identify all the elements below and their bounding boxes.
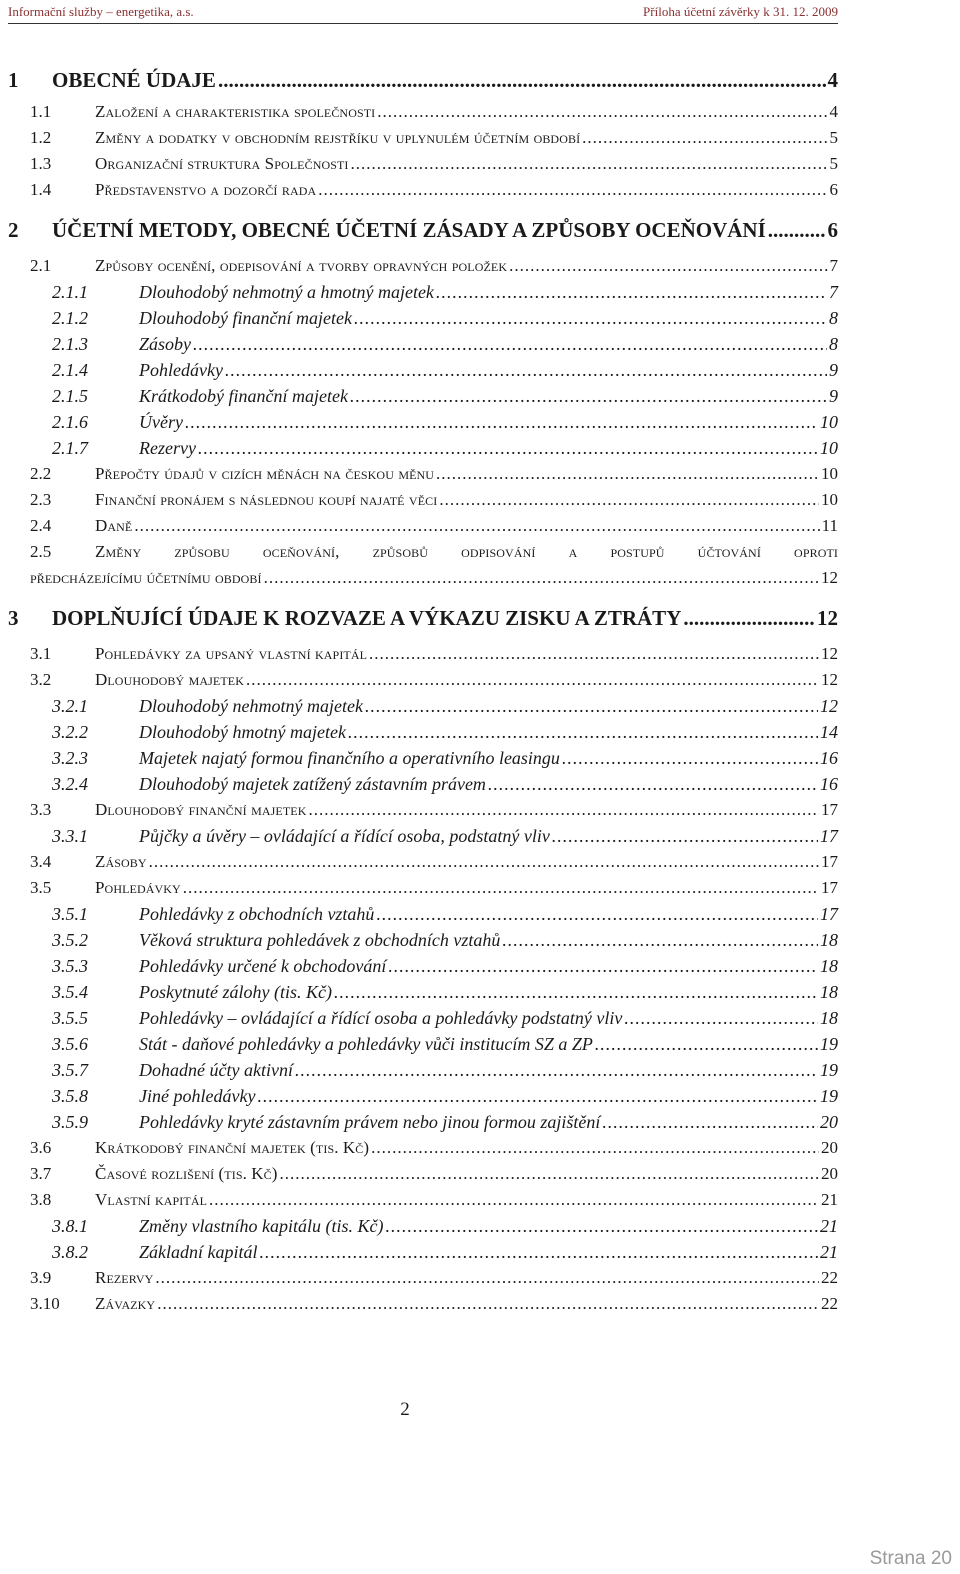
toc-entry-title: Pohledávky z obchodních vztahů [139,904,375,924]
toc-entry-page: 5 [829,128,838,147]
header-company: Informační služby – energetika, a.s. [8,4,194,19]
toc-entry-page: 14 [820,722,838,742]
toc-entry-number: 3.5.8 [52,1086,88,1106]
toc-entry[interactable] [52,930,838,951]
toc-entry-page: 10 [821,490,838,509]
page-header [8,4,838,24]
dot-leader [502,930,818,951]
toc-entry-page: 4 [829,102,838,121]
toc-entry-number: 2.1.7 [52,438,88,458]
toc-entry[interactable] [52,412,838,433]
toc-entry[interactable] [52,334,838,355]
dot-leader [509,256,827,276]
toc-entry-number: 1.2 [30,128,52,147]
toc-entry[interactable] [30,490,838,510]
dot-leader [377,102,827,122]
toc-entry[interactable] [52,438,838,459]
toc-entry-page: 21 [820,1242,838,1262]
toc-entry[interactable] [52,982,838,1003]
dot-leader [624,1008,818,1029]
toc-entry[interactable] [52,774,838,795]
dot-leader [209,1190,819,1210]
toc-entry-title: Změny způsobu oceňování, způsobů odpisování a postupů účtování oproti [95,542,838,561]
dot-leader [295,1060,818,1081]
toc-entry-number: 3.2.1 [52,696,88,716]
toc-entry-page: 17 [821,800,838,819]
toc-entry[interactable] [30,1164,838,1184]
dot-leader [257,1086,818,1107]
toc-entry-title: Vlastní kapitál [95,1190,208,1209]
toc-entry-page: 22 [821,1268,838,1287]
toc-entry-title: Dlouhodobý finanční majetek [95,800,307,819]
toc-entry-page: 7 [829,282,838,302]
toc-entry-title: Úvěry [139,412,183,432]
toc-entry-title: Závazky [95,1294,156,1313]
toc-entry-page: 22 [821,1294,838,1313]
toc-entry-title: Majetek najatý formou finančního a operativního leasingu [139,748,560,768]
toc-entry-number: 2.1.5 [52,386,88,406]
toc-entry-number: 3.5 [30,878,52,897]
dot-leader [683,606,815,631]
dot-leader [376,904,818,925]
toc-entry-page: 21 [820,1216,838,1236]
toc-entry-title: Dohadné účty aktivní [139,1060,293,1080]
toc-entry-page: 9 [829,360,838,380]
toc-entry-page: 18 [820,1008,838,1028]
toc-entry-number: 3.4 [30,852,52,871]
dot-leader [350,386,827,407]
toc-entry-page: 6 [827,218,838,242]
dot-leader [582,128,827,148]
dot-leader [280,1164,819,1184]
toc-entry-number: 3.9 [30,1268,52,1287]
toc-entry-number: 1 [8,68,19,92]
toc-entry-title-continued: předcházejícímu účetnímu období [30,568,262,587]
toc-entry-number: 3.10 [30,1294,60,1313]
toc-entry-number: 1.1 [30,102,52,121]
toc-entry[interactable] [52,722,838,743]
toc-entry[interactable] [30,128,838,148]
toc-entry-number: 1.4 [30,180,52,199]
toc-entry-page: 4 [827,68,838,92]
toc-entry-title: Pohledávky – ovládající a řídící osoba a pohledávky podstatný vliv [139,1008,623,1028]
toc-entry-title: Rezervy [95,1268,154,1287]
toc-entry[interactable] [30,1294,838,1314]
toc-entry[interactable] [52,956,838,977]
toc-entry[interactable] [52,826,838,847]
toc-entry-page: 11 [821,516,838,535]
dot-leader [488,774,818,795]
toc-entry[interactable] [52,1216,838,1237]
toc-entry-title: Rezervy [139,438,196,458]
toc-entry-page: 17 [820,826,838,846]
toc-entry-number: 3.5.3 [52,956,88,976]
toc-entry-number: 3.5.4 [52,982,88,1002]
toc-entry-number: 3.2 [30,670,52,689]
header-document: Příloha účetní závěrky k 31. 12. 2009 [643,4,838,19]
toc-entry-title: Dlouhodobý nehmotný majetek [139,696,363,716]
toc-entry-page: 12 [817,606,838,630]
toc-entry-page: 20 [821,1164,838,1183]
toc-entry-number: 3.5.7 [52,1060,88,1080]
dot-leader [369,644,819,664]
toc-entry[interactable] [52,1008,838,1029]
dot-leader [183,878,819,898]
toc-entry-title: Základní kapitál [139,1242,258,1262]
toc-entry[interactable] [52,1242,838,1263]
dot-leader [149,852,819,872]
toc-entry[interactable] [30,256,838,276]
toc-entry-page: 19 [820,1034,838,1054]
toc-entry-number: 2.1.2 [52,308,88,328]
toc-entry-page: 10 [820,412,838,432]
toc-entry-title: Založení a charakteristika společnosti [95,102,376,121]
toc-entry[interactable] [30,1268,838,1288]
toc-entry-title: Pohledávky [95,878,181,897]
toc-entry[interactable] [8,218,838,243]
header-divider [8,23,838,24]
toc-entry-title: Zásoby [139,334,192,354]
page-number: 2 [400,1399,410,1420]
toc-entry[interactable] [52,282,838,303]
toc-entry-page: 7 [829,256,838,275]
dot-leader [155,1268,819,1288]
toc-entry-title: Věková struktura pohledávek z obchodních vztahů [139,930,501,950]
toc-entry-title: Přepočty údajů v cizích měnách na českou měnu [95,464,435,483]
toc-entry-title: DOPLŇUJÍCÍ ÚDAJE K ROZVAZE A VÝKAZU ZISKU A ZTRÁTY [52,606,682,630]
dot-leader [439,490,819,510]
toc-entry-page: 18 [820,956,838,976]
toc-entry[interactable] [30,670,838,690]
toc-entry[interactable] [30,1190,838,1210]
toc-entry-title: Krátkodobý finanční majetek (tis. Kč) [95,1138,370,1157]
toc-entry-page: 20 [820,1112,838,1132]
toc-entry[interactable] [52,360,838,381]
toc-entry-page: 16 [820,748,838,768]
toc-entry-page: 12 [821,644,838,663]
dot-leader [264,568,819,588]
toc-entry-title: Poskytnuté zálohy (tis. Kč) [139,982,332,1002]
toc-entry-page: 10 [821,464,838,483]
toc-entry-page: 12 [821,568,838,587]
toc-entry[interactable] [30,154,838,174]
toc-entry-number: 3.5.6 [52,1034,88,1054]
toc-entry-number: 3.2.3 [52,748,88,768]
dot-leader [218,68,826,93]
dot-leader [354,308,827,329]
dot-leader [185,412,818,433]
toc-entry-number: 3.5.2 [52,930,88,950]
toc-entry[interactable] [52,1060,838,1081]
toc-entry-title: Dlouhodobý hmotný majetek [139,722,346,742]
dot-leader [134,516,819,536]
toc-entry-number: 2 [8,218,19,242]
toc-entry-title: Dlouhodobý nehmotný a hmotný majetek [139,282,434,302]
toc-entry-number: 2.1.6 [52,412,88,432]
toc-entry-title: Půjčky a úvěry – ovládající a řídící osoba, podstatný vliv [139,826,550,846]
toc-entry[interactable] [30,852,838,872]
toc-entry[interactable] [52,696,838,717]
toc-entry[interactable] [30,464,838,484]
toc-entry-page: 16 [820,774,838,794]
toc-entry-page: 17 [820,904,838,924]
toc-entry-number: 2.2 [30,464,52,483]
toc-entry-page: 17 [821,852,838,871]
dot-leader [225,360,827,381]
dot-leader [552,826,818,847]
toc-entry[interactable] [52,1034,838,1055]
dot-leader [768,218,826,243]
toc-entry-title: Způsoby ocenění, odepisování a tvorby opravných položek [95,256,508,275]
toc-entry-title: OBECNÉ ÚDAJE [52,68,216,92]
toc-entry-page: 21 [821,1190,838,1209]
toc-entry[interactable] [30,516,838,536]
toc-entry-title: Organizační struktura Společnosti [95,154,349,173]
toc-entry-page: 8 [829,308,838,328]
toc-entry-number: 3.3 [30,800,52,819]
toc-entry-page: 18 [820,982,838,1002]
toc-entry-title: Zásoby [95,852,147,871]
toc-entry-number: 3.1 [30,644,52,663]
dot-leader [157,1294,819,1314]
toc-entry-page: 17 [821,878,838,897]
dot-leader [308,800,819,820]
toc-entry-title: Časové rozlišení (tis. Kč) [95,1164,278,1183]
toc-entry-number: 3.8 [30,1190,52,1209]
toc-entry[interactable] [8,68,838,93]
toc-entry-number: 3.3.1 [52,826,88,846]
toc-entry-page: 19 [820,1060,838,1080]
dot-leader [198,438,818,459]
toc-entry-title: Změny a dodatky v obchodním rejstříku v uplynulém účetním období [95,128,581,147]
toc-entry[interactable] [30,1138,838,1158]
toc-entry-title: Dlouhodobý finanční majetek [139,308,352,328]
toc-entry-number: 3.7 [30,1164,52,1183]
dot-leader [595,1034,818,1055]
toc-entry-page: 5 [829,154,838,173]
toc-entry[interactable] [30,542,838,587]
toc-entry[interactable] [52,748,838,769]
toc-entry-page: 19 [820,1086,838,1106]
dot-leader [365,696,818,717]
dot-leader [385,1216,818,1237]
toc-entry-title: Krátkodobý finanční majetek [139,386,348,406]
toc-entry-page: 10 [820,438,838,458]
toc-entry-number: 2.5 [30,542,52,561]
toc-entry-number: 3 [8,606,19,630]
toc-entry[interactable] [52,1086,838,1107]
toc-entry-page: 20 [821,1138,838,1157]
toc-entry[interactable] [52,1112,838,1133]
dot-leader [371,1138,819,1158]
viewer-page-indicator: Strana 20 [869,1548,952,1569]
toc-entry-title: ÚČETNÍ METODY, OBECNÉ ÚČETNÍ ZÁSADY A ZPŮSOBY OCEŇOVÁNÍ [52,218,766,242]
toc-entry-title: Finanční pronájem s následnou koupí najaté věci [95,490,438,509]
dot-leader [260,1242,819,1263]
toc-entry-title: Dlouhodobý majetek [95,670,244,689]
toc-entry-title: Jiné pohledávky [139,1086,256,1106]
toc-entry[interactable] [30,878,838,898]
toc-entry-number: 3.2.4 [52,774,88,794]
toc-entry[interactable] [8,606,838,631]
toc-entry-page: 9 [829,386,838,406]
dot-leader [602,1112,818,1133]
toc-entry[interactable] [30,644,838,664]
dot-leader [334,982,818,1003]
toc-entry-page: 12 [820,696,838,716]
toc-entry-number: 2.4 [30,516,52,535]
toc-entry-number: 3.5.9 [52,1112,88,1132]
toc-entry[interactable] [30,102,838,122]
dot-leader [388,956,818,977]
dot-leader [318,180,827,200]
dot-leader [348,722,818,743]
toc-entry-number: 2.1.3 [52,334,88,354]
toc-entry[interactable] [30,800,838,820]
toc-entry-title: Pohledávky [139,360,223,380]
toc-entry[interactable] [30,180,838,200]
toc-entry-number: 3.6 [30,1138,52,1157]
toc-entry-number: 3.2.2 [52,722,88,742]
dot-leader [562,748,818,769]
toc-entry-number: 3.8.2 [52,1242,88,1262]
toc-entry-title: Daně [95,516,133,535]
toc-entry-number: 2.1.1 [52,282,88,302]
toc-entry-number: 3.5.5 [52,1008,88,1028]
toc-entry-number: 2.1.4 [52,360,88,380]
toc-entry[interactable] [52,386,838,407]
dot-leader [246,670,819,690]
toc-entry-page: 8 [829,334,838,354]
toc-entry-title: Změny vlastního kapitálu (tis. Kč) [139,1216,384,1236]
toc-entry[interactable] [52,308,838,329]
toc-entry-number: 2.1 [30,256,52,275]
toc-entry-number: 3.5.1 [52,904,88,924]
dot-leader [351,154,828,174]
toc-entry-number: 3.8.1 [52,1216,88,1236]
toc-entry-title: Pohledávky za upsaný vlastní kapitál [95,644,368,663]
toc-entry-title: Stát - daňové pohledávky a pohledávky vůči institucím SZ a ZP [139,1034,593,1054]
dot-leader [436,464,819,484]
toc-entry-title: Představenstvo a dozorčí rada [95,180,317,199]
toc-entry-title: Dlouhodobý majetek zatížený zástavním právem [139,774,486,794]
dot-leader [436,282,827,303]
toc-entry-title: Pohledávky kryté zástavním právem nebo jinou formou zajištění [139,1112,601,1132]
toc-entry-page: 18 [820,930,838,950]
dot-leader [193,334,827,355]
toc-entry-page: 12 [821,670,838,689]
toc-entry-number: 2.3 [30,490,52,509]
toc-entry[interactable] [52,904,838,925]
toc-entry-number: 1.3 [30,154,52,173]
toc-entry-page: 6 [829,180,838,199]
toc-entry-title: Pohledávky určené k obchodování [139,956,387,976]
